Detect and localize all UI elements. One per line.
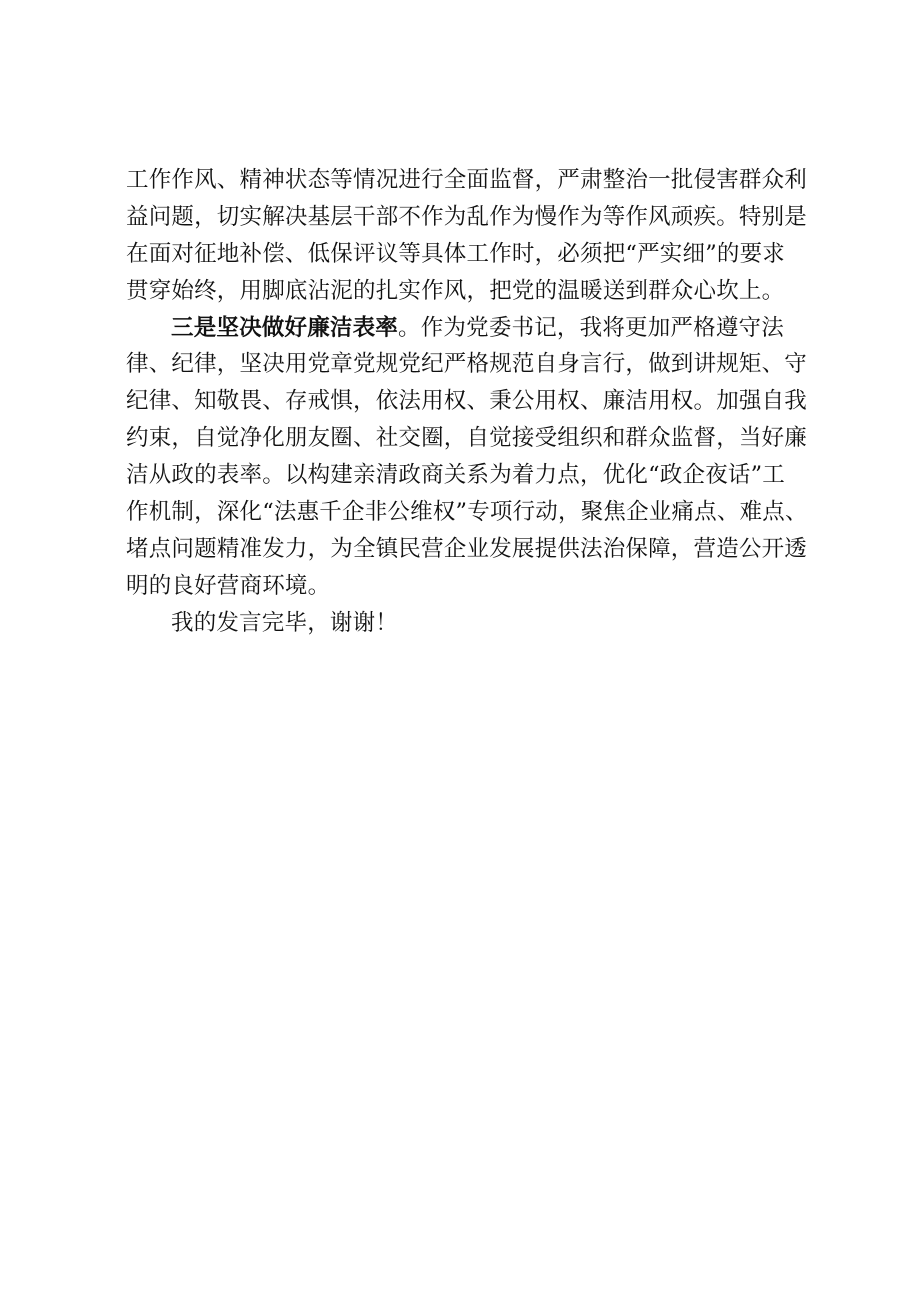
paragraph-text: 。作为党委书记，我将更加严格遵守法 bbox=[398, 314, 784, 341]
text-line: 贯穿始终，用脚底沾泥的扎实作风，把党的温暖送到群众心坎上。 bbox=[126, 277, 785, 304]
closing-remark: 我的发言完毕，谢谢！ bbox=[171, 609, 399, 636]
text-line: 在面对征地补偿、低保评议等具体工作时，必须把“严实细”的要求 bbox=[126, 240, 786, 267]
text-line: 益问题，切实解决基层干部不作为乱作为慢作为等作风顽疾。特别是 bbox=[126, 203, 808, 230]
text-line: 律、纪律，坚决用党章党规党纪严格规范自身言行，做到讲规矩、守 bbox=[126, 351, 808, 378]
text-line: 约束，自觉净化朋友圈、社交圈，自觉接受组织和群众监督，当好廉 bbox=[126, 425, 808, 452]
document-body bbox=[126, 162, 816, 642]
text-line: 堵点问题精准发力，为全镇民营企业发展提供法治保障，营造公开透 bbox=[126, 535, 808, 562]
paragraph-three-first-line bbox=[126, 310, 816, 347]
paragraph-heading: 三是坚决做好廉洁表率 bbox=[171, 314, 399, 341]
text-line: 明的良好营商环境。 bbox=[126, 572, 331, 599]
text-line: 洁从政的表率。以构建亲清政商关系为着力点，优化“政企夜话”工 bbox=[126, 462, 786, 489]
text-line: 工作作风、精神状态等情况进行全面监督，严肃整治一批侵害群众利 bbox=[126, 167, 808, 193]
text-line: 纪律、知敬畏、存戒惧，依法用权、秉公用权、廉洁用权。加强自我 bbox=[126, 388, 808, 415]
text-line: 作机制，深化“法惠千企非公维权”专项行动，聚焦企业痛点、难点、 bbox=[126, 499, 808, 526]
